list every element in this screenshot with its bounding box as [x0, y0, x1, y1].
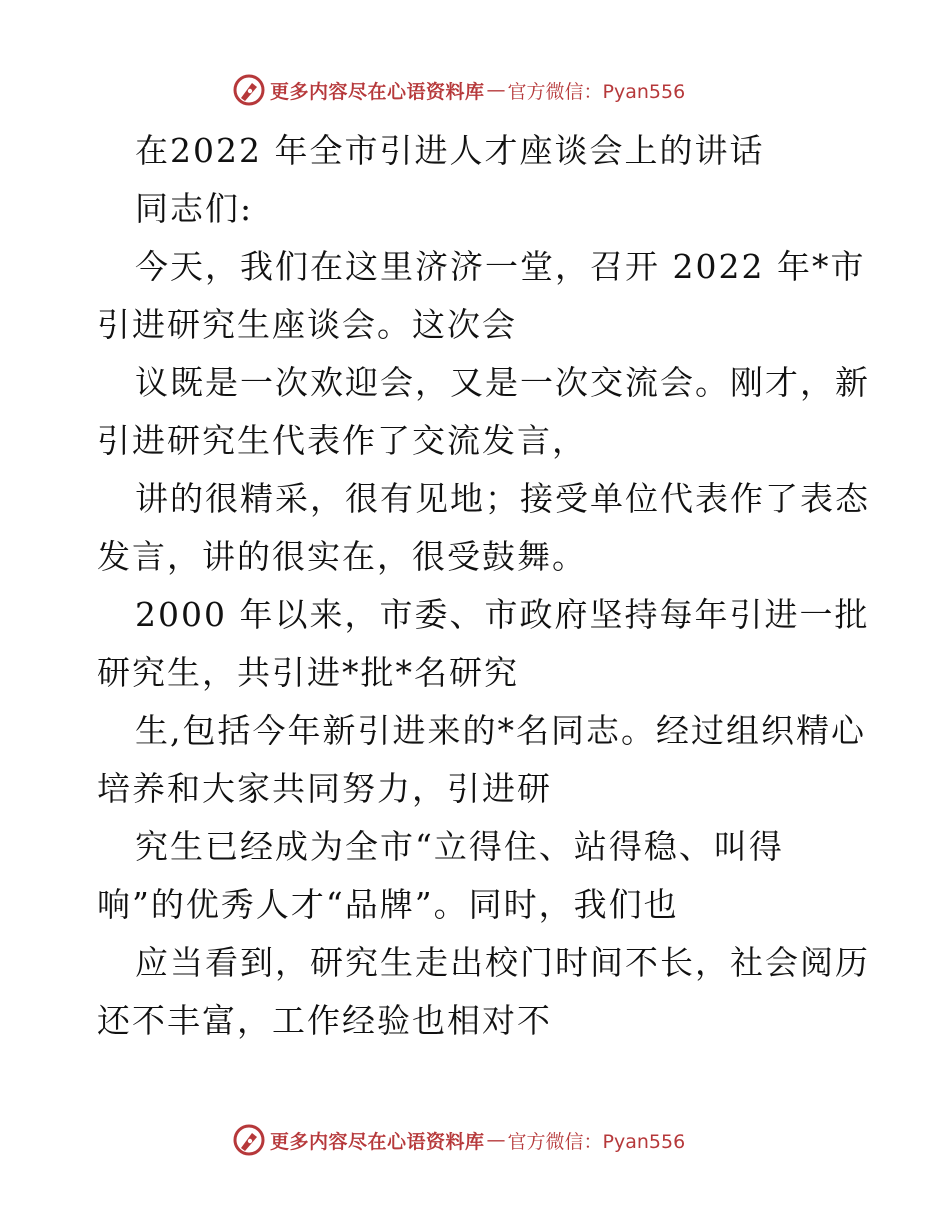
text-line: 应当看到，研究生走出校门时间不长，社会阅历 [135, 943, 870, 982]
text-line: 讲的很精采，很有见地；接受单位代表作了表态 [135, 479, 870, 518]
watermark-site-text: 更多内容尽在心语资料库 [270, 80, 485, 103]
speech-body [97, 122, 870, 1050]
watermark-separator: — [486, 1129, 506, 1151]
text-line: 研究生，共引进*批*名研究 [97, 653, 519, 692]
text-line: 培养和大家共同努力，引进研 [97, 769, 552, 808]
speech-title: 在2022 年全市引进人才座谈会上的讲话 [135, 131, 765, 170]
watermark-separator: — [486, 79, 506, 101]
watermark-wechat-text: 官方微信：Pyan556 [507, 1130, 686, 1153]
text-line: 引进研究生代表作了交流发言， [97, 421, 587, 460]
pen-nib-circle-icon [232, 1123, 266, 1157]
text-line: 究生已经成为全市“立得住、站得稳、叫得 [135, 827, 784, 866]
pen-nib-circle-icon [232, 73, 266, 107]
footer-watermark [232, 1120, 752, 1160]
text-line: 今天，我们在这里济济一堂，召开 2022 年*市 [135, 247, 866, 286]
text-line: 响”的优秀人才“品牌”。同时，我们也 [97, 885, 679, 924]
text-line: 同志们: [135, 189, 254, 228]
text-line: 议既是一次欢迎会，又是一次交流会。刚才，新 [135, 363, 870, 402]
watermark-site-text: 更多内容尽在心语资料库 [270, 1130, 485, 1153]
text-line: 发言，讲的很实在，很受鼓舞。 [97, 537, 587, 576]
text-line: 引进研究生座谈会。这次会 [97, 305, 517, 344]
text-line: 还不丰富，工作经验也相对不 [97, 1001, 552, 1040]
text-line: 2000 年以来，市委、市政府坚持每年引进一批 [135, 595, 870, 634]
header-watermark [232, 70, 752, 110]
watermark-wechat-text: 官方微信：Pyan556 [507, 80, 686, 103]
text-line: 生,包括今年新引进来的*名同志。经过组织精心 [135, 711, 866, 750]
